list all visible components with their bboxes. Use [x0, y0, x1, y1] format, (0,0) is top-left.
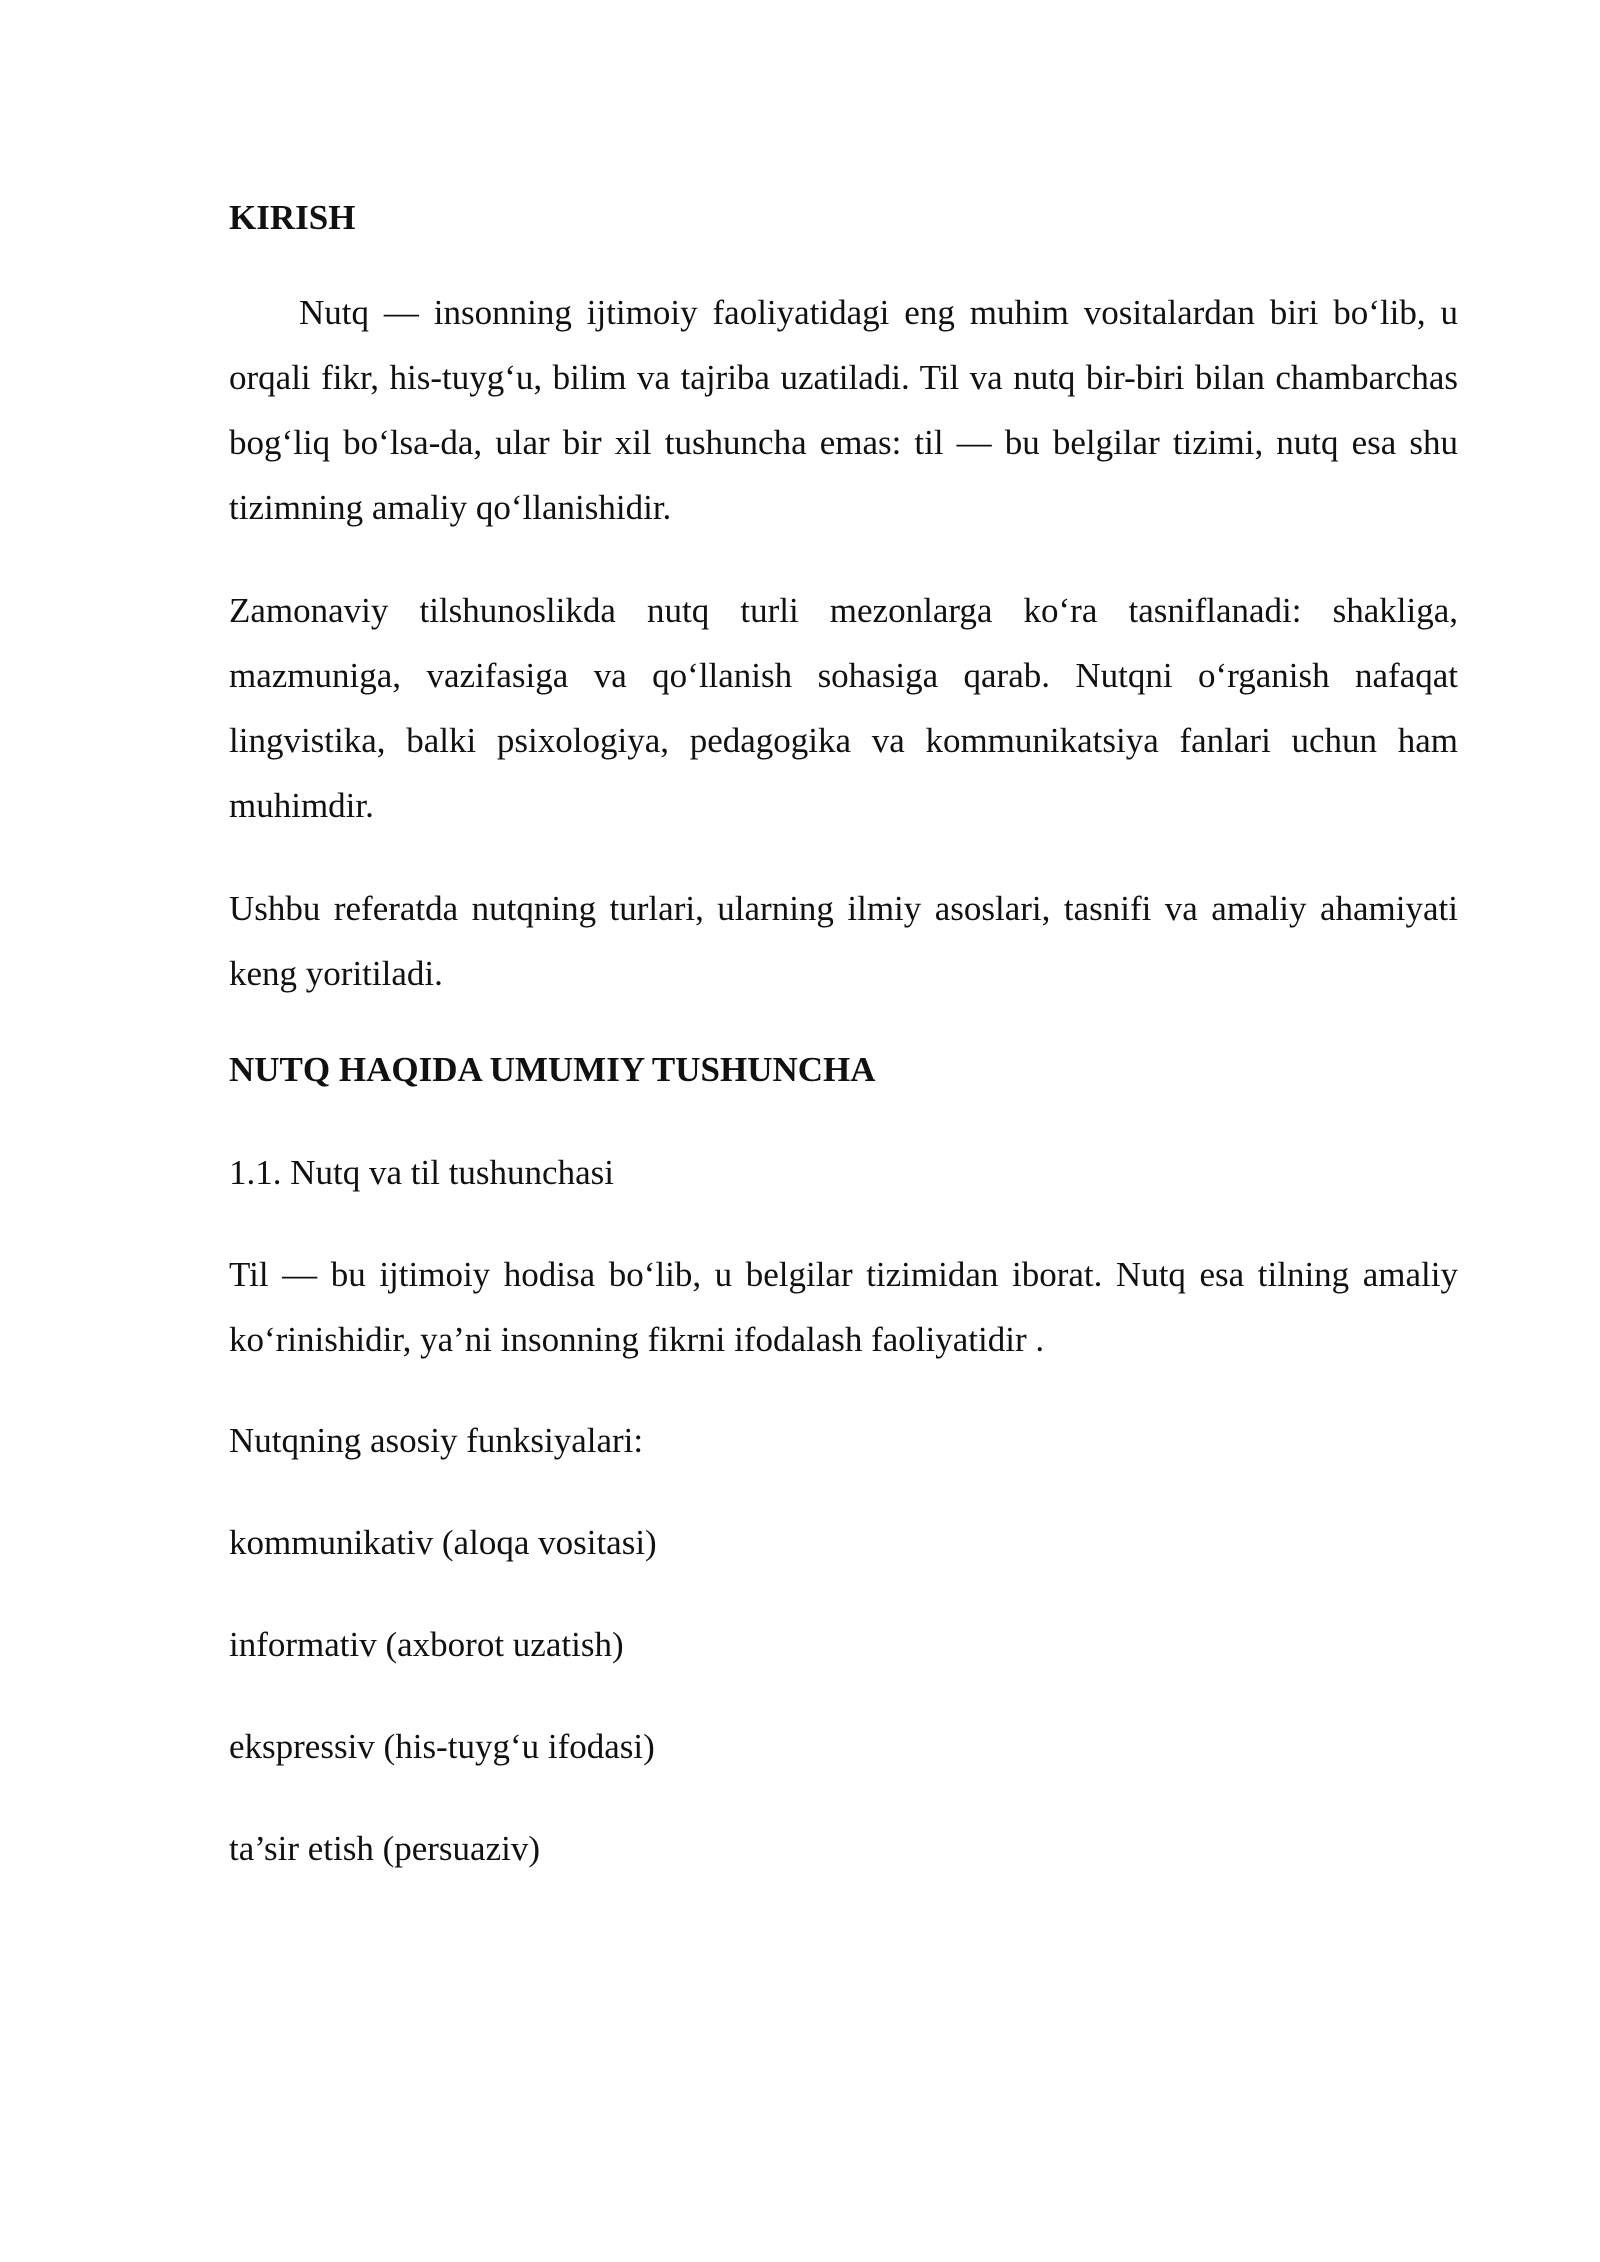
- intro-paragraph-2: Zamonaviy tilshunoslikda nutq turli mezonlarga ko‘ra tasniflanadi: shakliga, mazmuniga, vazifasiga va qo‘llanish sohasiga qarab. Nutqni o‘rganish nafaqat lingvistika, balki psixologiya, pedagogika va kommunikatsiya fanlari uchun ham muhimdir.: [229, 591, 1458, 825]
- function-item-communicative: kommunikativ (aloqa vositasi): [229, 1523, 657, 1562]
- functions-title: Nutqning asosiy funksiyalari:: [229, 1421, 644, 1460]
- page-content: [229, 182, 1458, 1873]
- intro-heading: KIRISH: [229, 198, 356, 237]
- section-paragraph: Til — bu ijtimoiy hodisa bo‘lib, u belgilar tizimidan iborat. Nutq esa tilning amaliy ko‘rinishidir, ya’ni insonning fikrni ifodalash faoliyatidir .: [229, 1255, 1458, 1359]
- function-item-persuasive: ta’sir etish (persuaziv): [229, 1829, 541, 1868]
- intro-paragraph-1: Nutq — insonning ijtimoiy faoliyatidagi eng muhim vositalardan biri bo‘lib, u orqali fikr, his-tuyg‘u, bilim va tajriba uzatiladi. Til va nutq bir-biri bilan chambarchas bog‘liq bo‘lsa-da, ular bir xil tushuncha emas: til — bu belgilar tizimi, nutq esa shu tizimning amaliy qo‘llanishidir.: [229, 293, 1458, 527]
- function-item-informative: informativ (axborot uzatish): [229, 1625, 624, 1664]
- section-heading: NUTQ HAQIDA UMUMIY TUSHUNCHA: [229, 1050, 876, 1089]
- intro-paragraph-3: Ushbu referatda nutqning turlari, ularning ilmiy asoslari, tasnifi va amaliy ahamiyati keng yoritiladi.: [229, 889, 1458, 993]
- function-item-expressive: ekspressiv (his-tuyg‘u ifodasi): [229, 1727, 655, 1766]
- subsection-title: 1.1. Nutq va til tushunchasi: [229, 1153, 614, 1192]
